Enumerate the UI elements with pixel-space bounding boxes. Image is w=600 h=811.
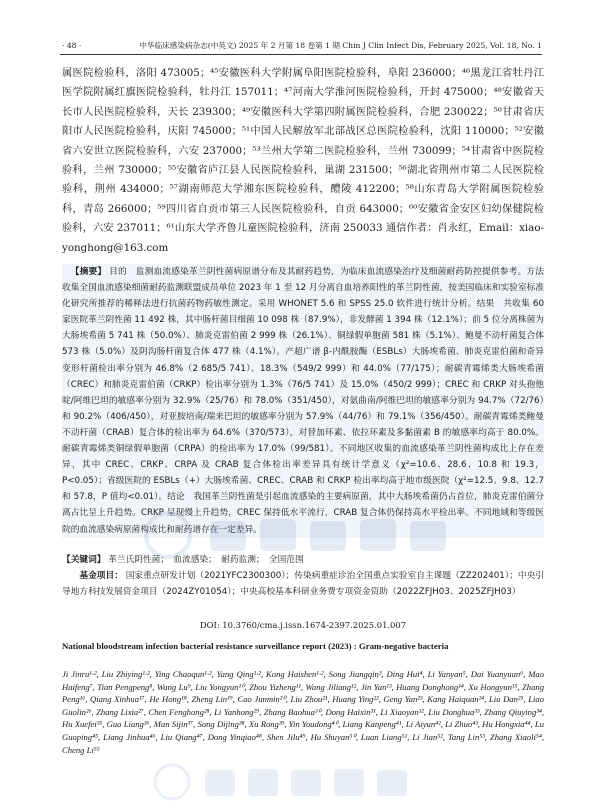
doi-line: DOI: 10.3760/cma.j.issn.1674-2397.2025.01.007 [199, 620, 407, 630]
correspondence-text: 通信作者：肖永红，Email：xiao-yonghong@163.com [62, 222, 544, 254]
running-header [60, 38, 542, 55]
abstract-label: 【摘要】 [70, 267, 107, 277]
keywords-line [62, 552, 544, 568]
affiliation-block [62, 64, 544, 258]
abstract-section [62, 264, 553, 538]
funding-text: 国家重点研发计划（2021YFC2300300）；传染病重症诊治全国重点实验室自主课题（ZZ202401）；中央引导地方科技发展资金项目（2024ZY01054）；中央高校基本科研业务费专项资金资助（2022ZFJH03、2025ZFJH03） [62, 571, 545, 597]
watermark-logo-bottom [150, 760, 450, 805]
keywords-text: 革兰氏阴性菌； 血流感染； 耐药监测； 全国范围 [108, 555, 304, 565]
english-title: National bloodstream infection bacterial resistance surveillance report (2023) : Gram-negative bacteria [62, 641, 449, 651]
page-number: · 48 · [62, 41, 82, 50]
english-authors: Ji Jinru¹·², Liu Zhiying¹·², Ying Chaoqun¹·², Yang Qing¹·², Kong Haishen¹·², Song Jiangqin³, Ding Hui⁴, Li Yanyan⁵, Dai Yuanyuan⁶, Mao Haifeng⁷, Tian Pengpeng⁸, Wang Lu⁹, Liu Yongyun¹⁰, Zhou Yizheng¹¹, Wang Jiliang¹², Jin Yan¹³, Huang Donghong¹⁴, Xu Hongyun¹⁵, Zhang Peng¹⁶, Qiang Xinhua¹⁷, He Hong¹⁸, Zheng Lin¹⁹, Cao Junmin²⁰, Liu Zhou²¹, Huang Ying²², Geng Yan²³, Kang Haiquan²⁴, Liu Dan²⁵, Liao Guolin²⁶, Zhang Lixia²⁷, Chen Fenghong²⁸, Li Yanhong²⁹, Zhang Baohua³⁰, Dong Haixin³¹, Li Xiaoyan³², Liu Donghua³³, Zhang Qiuying³⁴, Hu Xuefei³⁵, Guo Liang³⁶, Man Sijin³⁷, Song Dijing³⁸, Xu Rong³⁹, Yin Youdong⁴⁰, Liang Kanpeng⁴¹, Li Aiyun⁴², Li Zhuo⁴³, Hu Hongxia⁴⁴, Lu Guoping⁴⁵, Liang Jinhua⁴⁶, Liu Qiang⁴⁷, Dong Yinqiao⁴⁸, Shen Jilu⁴⁹, Hu Shuyan⁵⁰, Luan Liang⁵¹, Li Jian⁵², Tang Lin⁵³, Zhang Xiaoli⁵⁴, Cheng Li⁵⁵ [62, 669, 544, 755]
journal-citation: 中华临床感染病杂志(中英文) 2025 年 2 月第 18 卷第 1 期 Chin J Clin Infect Dis, February 2025, Vol. 18, No. 1 [139, 41, 542, 50]
funding-section [62, 568, 544, 600]
funding-label: 基金项目： [79, 571, 123, 581]
keywords-label: 【关键词】 [62, 555, 106, 565]
affiliations-text: 属医院检验科，洛阳 473005；⁴⁵安徽医科大学附属阜阳医院检验科，阜阳 236000；⁴⁶黑龙江省牡丹江医学院附属红旗医院检验科，牡丹江 157011；⁴⁷河南大学淮河医院检验科，开封 475000；⁴⁸安徽省天长市人民医院检验科，天长 239300；⁴⁹安徽医科大学第四附属医院检验科，合肥 230022；⁵⁰甘肃省庆阳市人民医院检验科，庆阳 745000；⁵¹中国人民解放军北部战区总医院检验科，沈阳 110000；⁵²安徽省六安世立医院检验科，六安 237000；⁵³兰州大学第二医院检验科，兰州 730099；⁵⁴甘肃省中医院检验科，兰州 730000；⁵⁵安徽省庐江县人民医院检验科，巢湖 231500；⁵⁶湖北省荆州市第二人民医院检验科，荆州 434000；⁵⁷湖南师范大学湘东医院检验科，醴陵 412200；⁵⁸山东青岛大学附属医院检验科，青岛 266000；⁵⁹四川省自贡市第三人民医院检验科，自贡 643000；⁶⁰安徽省金安区妇幼保健院检验科，六安 237011；⁶¹山东大学齐鲁儿童医院检验科，济南 250033 [62, 67, 544, 235]
abstract-text: 目的 监测血流感染革兰阴性菌病原谱分布及其耐药趋势，为临床血流感染治疗及细菌耐药防控提供参考。方法 收集全国血流感染细菌耐药监测联盟成员单位 2023 年 1 至 12 月分离自血培养阳性的革兰阴性菌，按美国临床和实验室标准化研究所推荐的稀释法进行抗菌药物药敏性测定。采用 WHONET 5.6 和 SPSS 25.0 软件进行统计分析。结果 共收集 60 家医院革兰阴性菌 11 492 株，其中肠杆菌目细菌 10 098 株（87.9%），非发酵菌 1 394 株（12.1%）；前 5 位分离株菌为大肠埃希菌 5 741 株（50.0%）、肺炎克雷伯菌 2 999 株（26.1%）、铜绿假单胞菌 581 株（5.1%）、鲍曼不动杆菌复合体 573 株（5.0%）及阴沟肠杆菌复合体 477 株（4.1%）。产超广谱 β-内酰胺酶（ESBLs）大肠埃希菌、肺炎克雷伯菌和奇异变形杆菌检出率分别为 46.8%（2 685/5 741）、18.3%（549/2 999）和 44.0%（77/175）；耐碳青霉烯类大肠埃希菌（CREC）和肺炎克雷伯菌（CRKP）检出率分别为 1.3%（76/5 741）及 15.0%（450/2 999）；CREC 和 CRKP 对头孢他啶/阿维巴坦的敏感率分别为 32.9%（25/76）和 78.0%（351/450），对氨曲南/阿维巴坦的敏感率分别为 94.7%（72/76）和 90.2%（406/450），对亚胺培南/瑞来巴坦的敏感率分别为 57.9%（44/76）和 79.1%（356/450）。耐碳青霉烯类鲍曼不动杆菌（CRAB）复合体的检出率为 64.6%（370/573），对替加环素、依拉环素及多黏菌素 B 的敏感率均高于 80.0%。耐碳青霉烯类铜绿假单胞菌（CRPA）的检出率为 17.0%（99/581）。不同地区收集的血流感染革兰阴性菌构成比上存在差异，其中 CREC、CRKP、CRPA 及 CRAB 复合体检出率差异具有统计学意义（χ²=10.6、28.6、10.8 和 19.3，P<0.05）；省级医院的 ESBLs（+）大肠埃希菌、CREC、CRAB 和 CRKP 检出率均高于地市级医院（χ²=12.5、9.8、12.7 和 57.8，P 值均<0.01）。结论 我国革兰阴性菌是引起血流感染的主要病原菌，其中大肠埃希菌仍占首位，肺炎克雷伯菌分离占比呈上升趋势。CRKP 呈现慢上升趋势，CREC 保持低水平流行，CRAB 复合体仍保持高水平检出率。不同地域和等级医院的血流感染病原菌构成比和耐药谱存在一定差异。 [62, 267, 553, 535]
